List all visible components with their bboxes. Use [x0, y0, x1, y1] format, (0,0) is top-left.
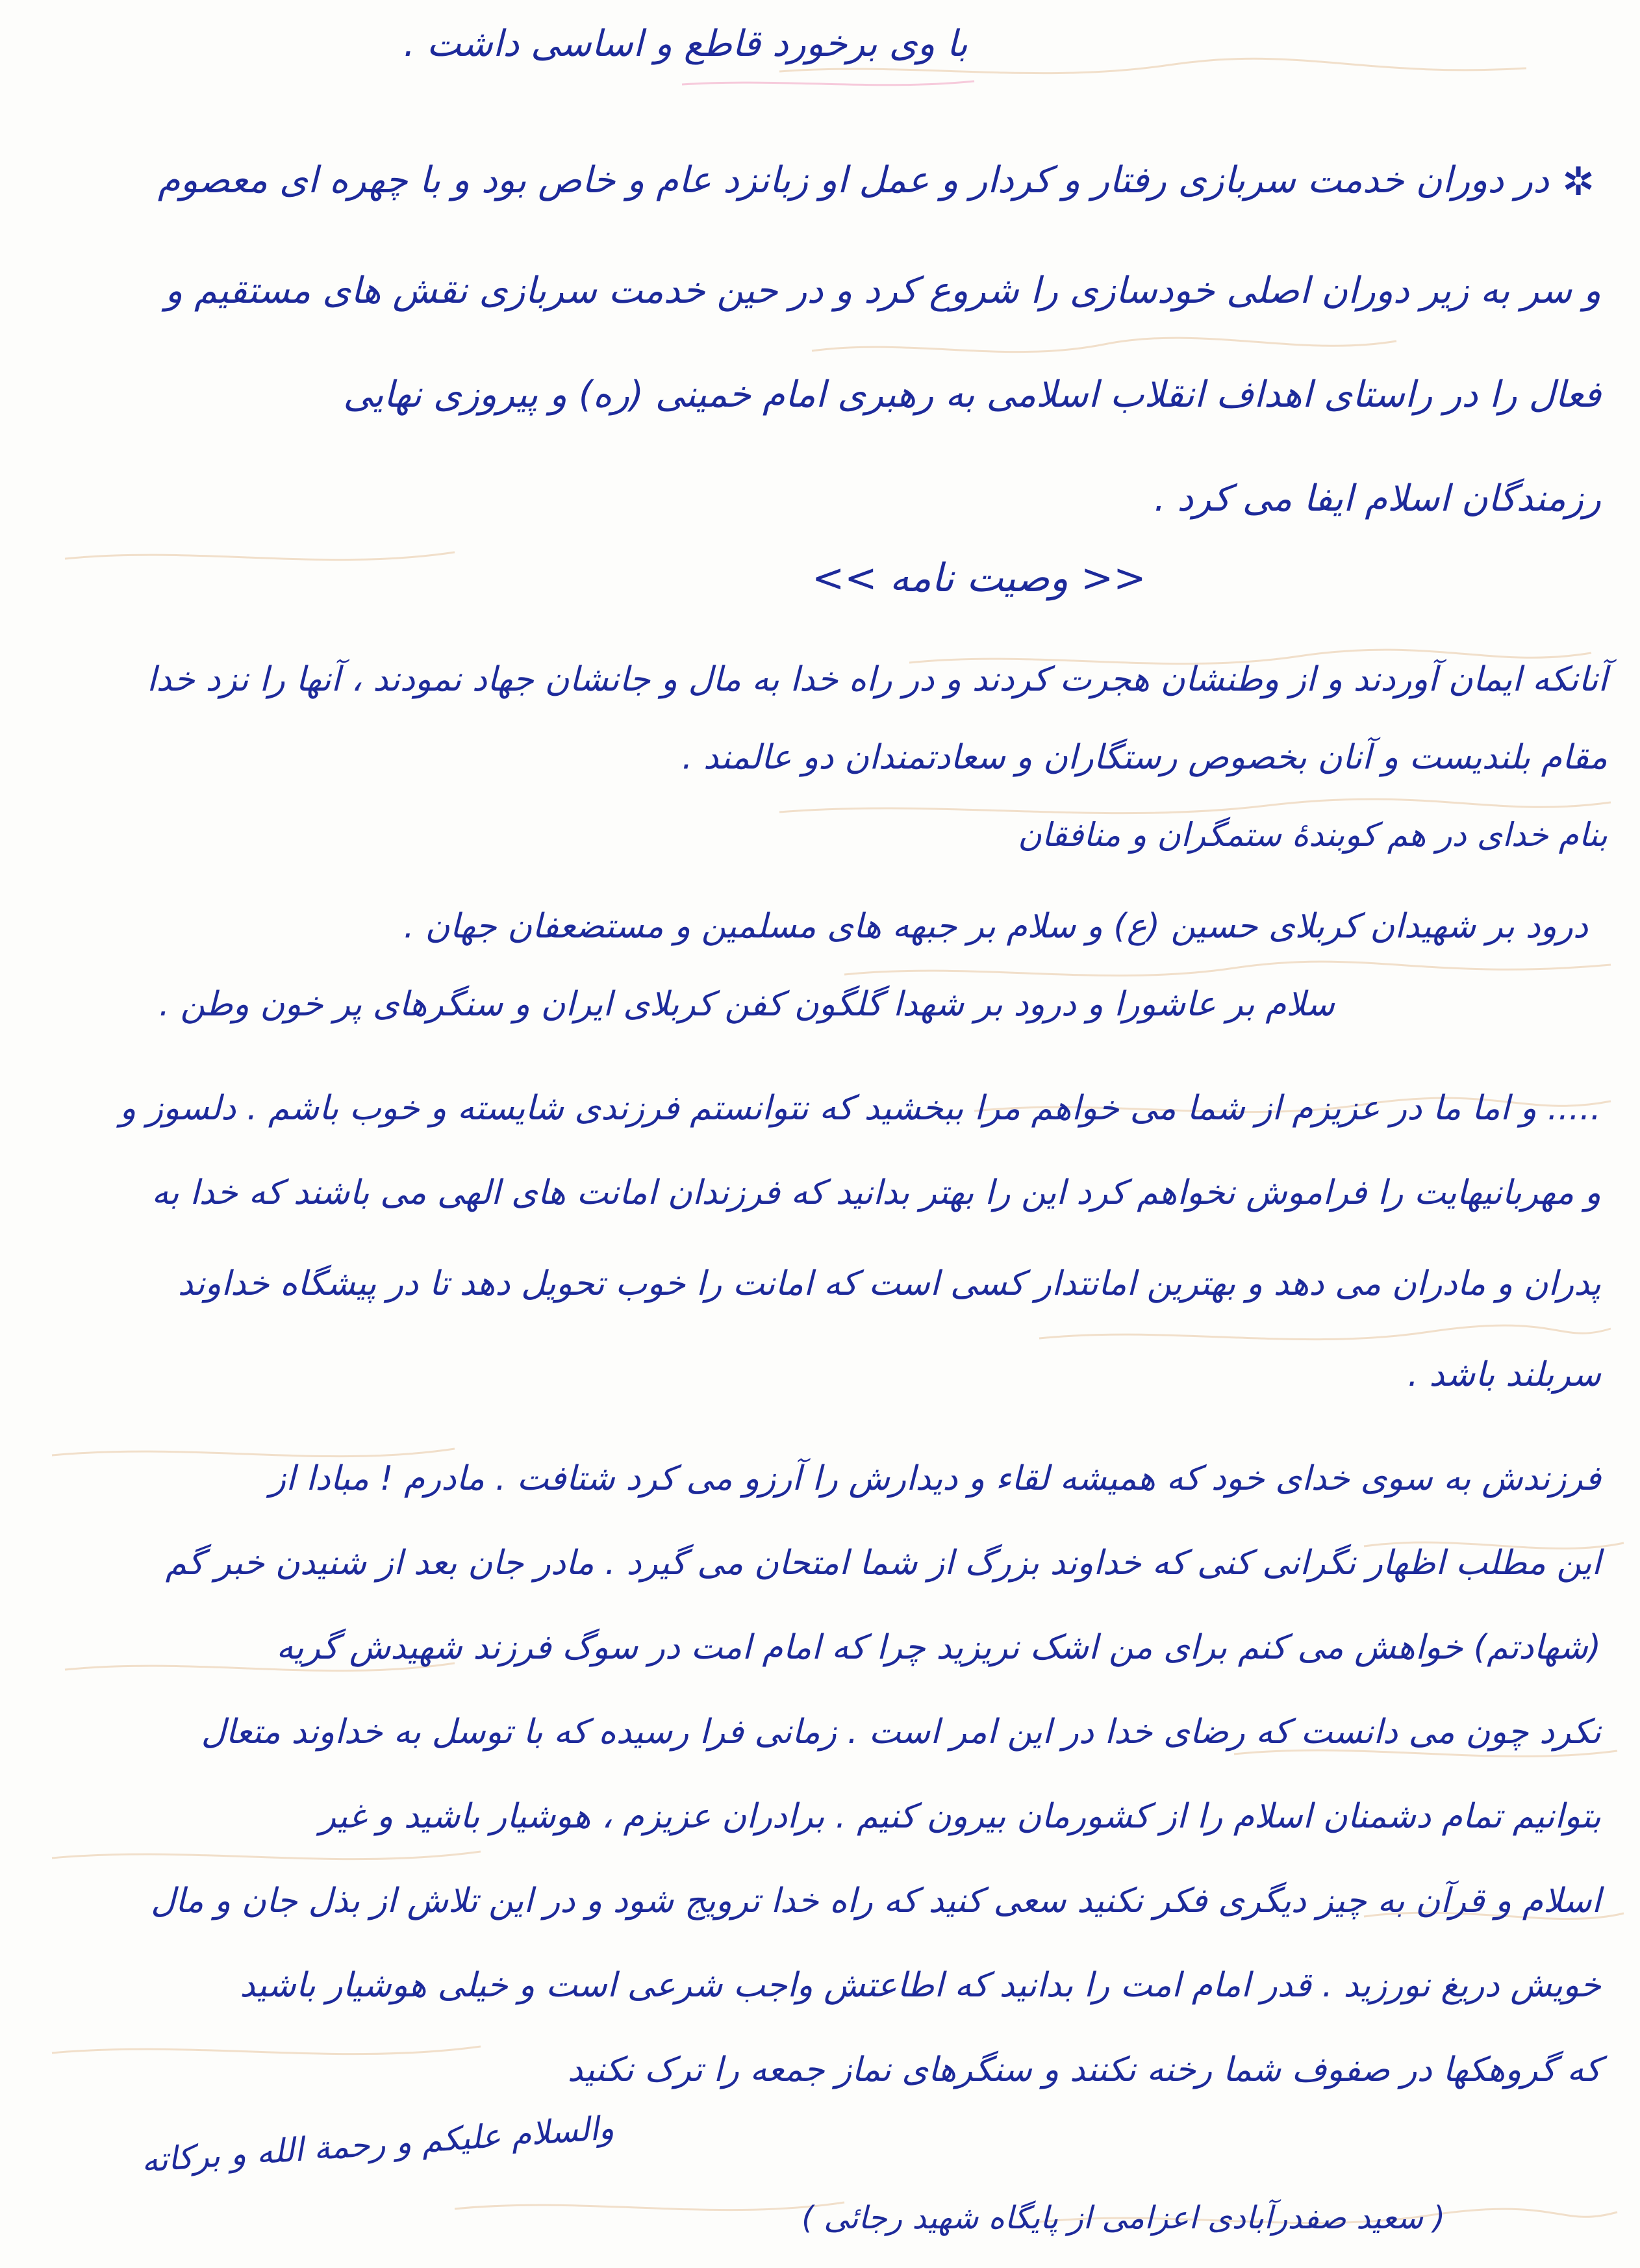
will-line-7: و مهربانیهایت را فراموش نخواهم کرد این را بهتر بدانید که فرزندان امانت های الهی می باشند که خدا به [151, 1173, 1601, 1212]
will-line-2: مقام بلندیست و آنان بخصوص رستگاران و سعادتمندان دو عالمند . [681, 738, 1608, 777]
will-line-4: درود بر شهیدان کربلای حسین (ع) و سلام بر جبهه های مسلمین و مستضعفان جهان . [403, 907, 1588, 946]
will-line-8: پدران و مادران می دهد و بهترین امانتدار کسی است که امانت را خوب تحویل دهد تا در پیشگاه خداوند [177, 1264, 1601, 1303]
text-line-5: رزمندگان اسلام ایفا می کرد . [1154, 478, 1601, 520]
will-line-9: سربلند باشد . [1407, 1355, 1601, 1394]
will-line-12: (شهادتم) خواهش می کنم برای من اشک نریزید چرا که امام امت در سوگ فرزند شهیدش گریه [276, 1628, 1601, 1667]
signature-line: ( سعید صفدرآبادی اعزامی از پایگاه شهید رجائی ) [801, 2200, 1445, 2236]
will-line-16: خویش دریغ نورزید . قدر امام امت را بدانید که اطاعتش واجب شرعی است و خیلی هوشیار باشید [240, 1966, 1601, 2005]
will-line-5: سلام بر عاشورا و درود بر شهدا گلگون کفن کربلای ایران و سنگرهای پر خون وطن . [158, 985, 1335, 1024]
text-line-1: با وی برخورد قاطع و اساسی داشت . [403, 23, 968, 65]
star-bullet-icon: ✲ [1562, 159, 1595, 205]
will-line-6: ..... و اما ما در عزیزم از شما می خواهم مرا ببخشید که نتوانستم فرزندی شایسته و خوب باشم . دلسوز و [120, 1089, 1601, 1128]
text-line-2: در دوران خدمت سربازی رفتار و کردار و عمل او زبانزد عام و خاص بود و با چهره ای معصوم [157, 159, 1549, 201]
will-line-14: بتوانیم تمام دشمنان اسلام را از کشورمان بیرون کنیم . برادران عزیزم ، هوشیار باشید و غیر [319, 1797, 1601, 1836]
text-line-4: فعال را در راستای اهداف انقلاب اسلامی به رهبری امام خمینی (ره) و پیروزی نهایی [343, 374, 1601, 416]
will-line-13: نکرد چون می دانست که رضای خدا در این امر است . زمانی فرا رسیده که با توسل به خداوند متعال [201, 1713, 1601, 1752]
will-line-17: که گروهکها در صفوف شما رخنه نکنند و سنگرهای نماز جمعه را ترک نکنید [567, 2050, 1601, 2089]
will-line-1: آنانکه ایمان آوردند و از وطنشان هجرت کردند و در راه خدا به مال و جانشان جهاد نمودند ، آنها را نزد خدا [147, 660, 1608, 699]
will-line-3: بنام خدای در هم کوبندهٔ ستمگران و منافقان [1018, 816, 1608, 854]
will-line-10: فرزندش به سوی خدای خود که همیشه لقاء و دیدارش را آرزو می کرد شتافت . مادرم ! مبادا از [269, 1459, 1601, 1498]
will-title: << وصیت نامه >> [812, 555, 1146, 601]
will-line-11: این مطلب اظهار نگرانی کنی که خداوند بزرگ از شما امتحان می گیرد . مادر جان بعد از شنیدن خبر گم [165, 1544, 1601, 1583]
closing-salutation: والسلام علیکم و رحمة الله و برکاته [140, 2109, 616, 2180]
will-line-15: اسلام و قرآن به چیز دیگری فکر نکنید سعی کنید که راه خدا ترویج شود و در این تلاش از بذل جان و مال [151, 1881, 1601, 1920]
text-line-3: و سر به زیر دوران اصلی خودسازی را شروع کرد و در حین خدمت سربازی نقش های مستقیم و [165, 270, 1601, 312]
